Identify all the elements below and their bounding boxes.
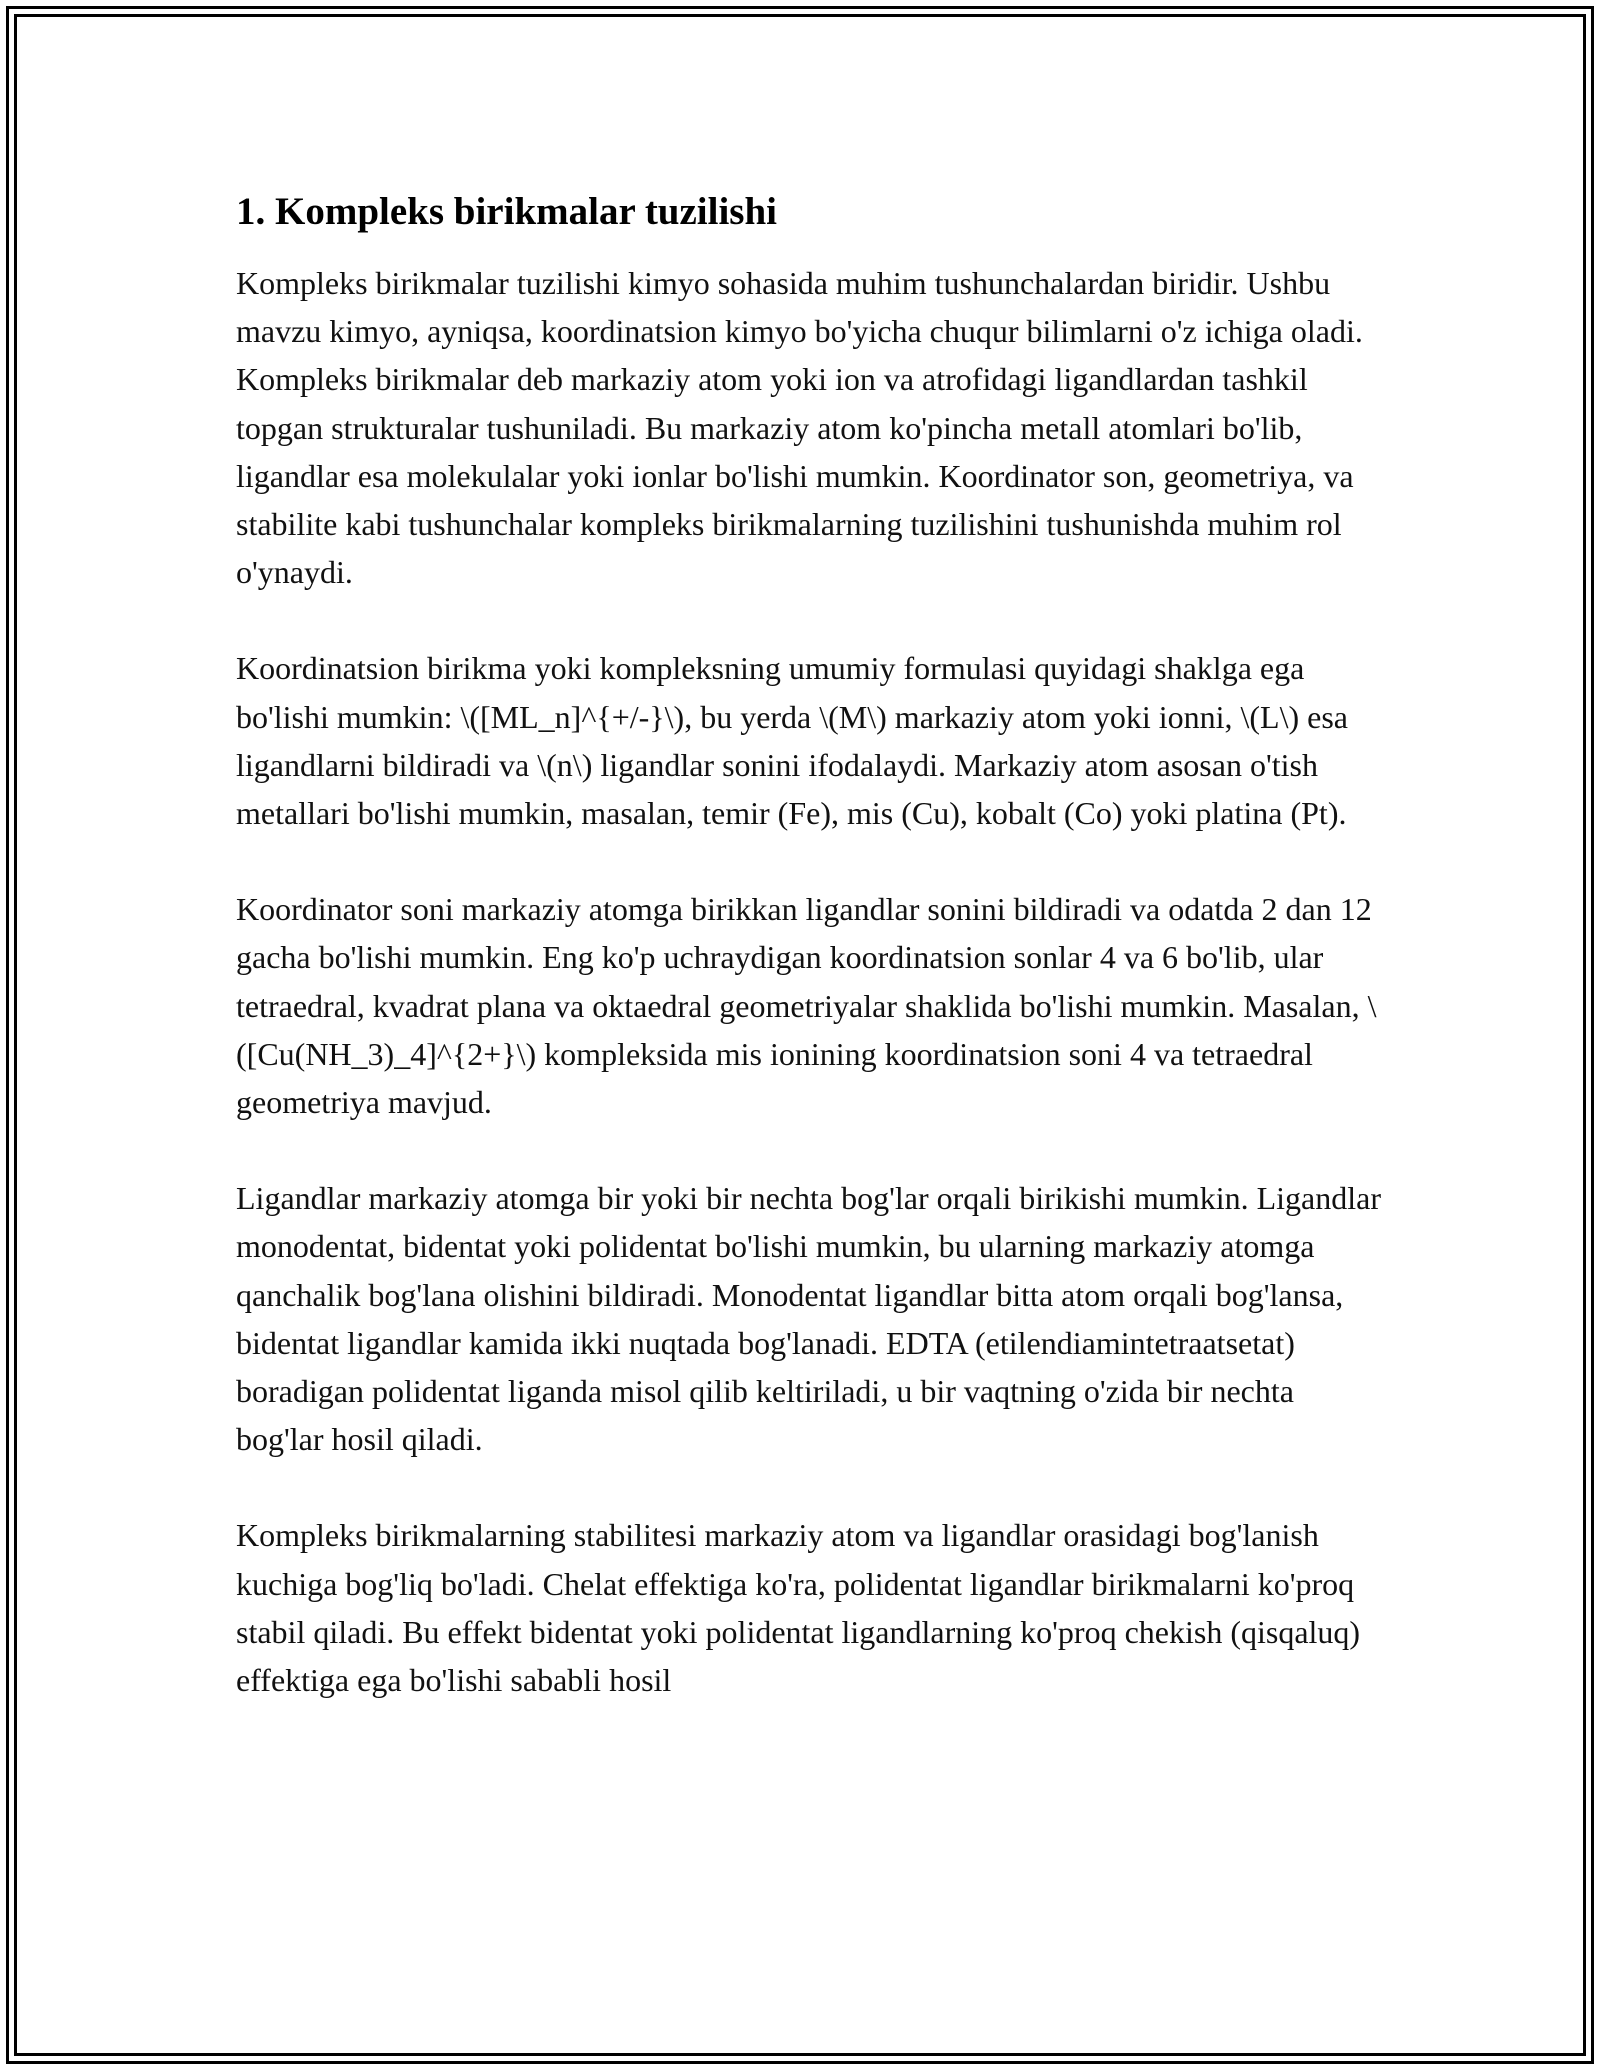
paragraph-coordination-number: Koordinator soni markaziy atomga birikkan ligandlar sonini bildiradi va odatda 2 dan 12 gacha bo'lishi mumkin. Eng ko'p uchraydigan koordinatsion sonlar 4 va 6 bo'lib, ular tetraedral, kvadrat plana va oktaedral geometriyalar shaklida bo'lishi mumkin. Masalan, \([Cu(NH_3)_4]^{2+}\) kompleksida mis ionining koordinatsion soni 4 va tetraedral geometriya mavjud. xyxy=(236,891,1377,1121)
paragraph-general-formula: Koordinatsion birikma yoki kompleksning umumiy formulasi quyidagi shaklga ega bo'lishi mumkin: \([ML_n]^{+/-}\), bu yerda \(M\) markaziy atom yoki ionni, \(L\) esa ligandlarni bildiradi va \(n\) ligandlar sonini ifodalaydi. Markaziy atom asosan o'tish metallari bo'lishi mumkin, masalan, temir (Fe), mis (Cu), kobalt (Co) yoki platina (Pt). xyxy=(236,650,1348,832)
paragraph-ligands: Ligandlar markaziy atomga bir yoki bir nechta bog'lar orqali birikishi mumkin. Ligandlar monodentat, bidentat yoki polidentat bo'lishi mumkin, bu ularning markaziy atomga qanchalik bog'lana olishini bildiradi. Monodentat ligandlar bitta atom orqali bog'lansa, bidentat ligandlar kamida ikki nuqtada bog'lanadi. EDTA (etilendiamintetraatsetat) boradigan polidentat liganda misol qilib keltiriladi, u bir vaqtning o'zida bir nechta bog'lar hosil qiladi. xyxy=(236,1180,1381,1458)
section-heading: 1. Kompleks birikmalar tuzilishi xyxy=(236,190,778,233)
paragraph-intro: Kompleks birikmalar tuzilishi kimyo sohasida muhim tushunchalardan biridir. Ushbu mavzu kimyo, ayniqsa, koordinatsion kimyo bo'yicha chuqur bilimlarni o'z ichiga oladi. Kompleks birikmalar deb markaziy atom yoki ion va atrofidagi ligandlardan tashkil topgan strukturalar tushuniladi. Bu markaziy atom ko'pincha metall atomlari bo'lib, ligandlar esa molekulalar yoki ionlar bo'lishi mumkin. Koordinator son, geometriya, va stabilite kabi tushunchalar kompleks birikmalarning tuzilishini tushunishda muhim rol o'ynaydi. xyxy=(236,265,1363,591)
paragraph-stability: Kompleks birikmalarning stabilitesi markaziy atom va ligandlar orasidagi bog'lanish kuchiga bog'liq bo'ladi. Chelat effektiga ko'ra, polidentat ligandlar birikmalarni ko'proq stabil qiladi. Bu effekt bidentat yoki polidentat ligandlarning ko'proq chekish (qisqaluq) effektiga ega bo'lishi sababli hosil xyxy=(236,1517,1361,1699)
document-body xyxy=(236,186,1386,1752)
